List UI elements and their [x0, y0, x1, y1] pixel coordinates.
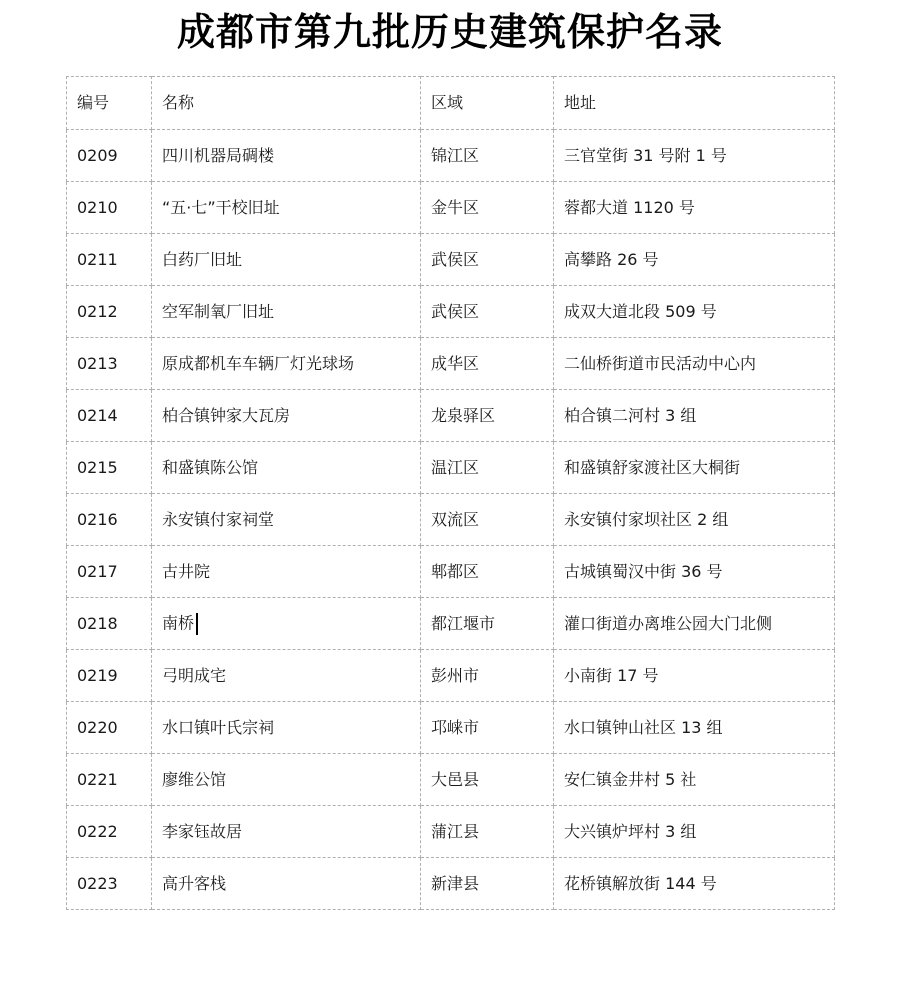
cell-name-text: 空军制氧厂旧址	[162, 301, 275, 321]
table-row	[67, 494, 835, 546]
cell-name-text: 白药厂旧址	[162, 249, 243, 269]
cell-name-text: 原成都机车车辆厂灯光球场	[162, 353, 355, 373]
cell-number[interactable]	[67, 494, 152, 546]
cell-address-text: 花桥镇解放街 144 号	[564, 873, 717, 893]
cell-district[interactable]	[421, 130, 554, 182]
cell-district[interactable]	[421, 650, 554, 702]
cell-address-text: 高攀路 26 号	[564, 249, 659, 269]
cell-number-text: 0212	[77, 301, 118, 321]
cell-number[interactable]	[67, 754, 152, 806]
cell-number[interactable]	[67, 650, 152, 702]
table-row	[67, 234, 835, 286]
cell-address[interactable]	[554, 338, 835, 390]
cell-address[interactable]	[554, 754, 835, 806]
cell-address-text: 小南街 17 号	[564, 665, 659, 685]
cell-address[interactable]	[554, 442, 835, 494]
cell-number-text: 0218	[77, 613, 118, 633]
cell-name[interactable]	[152, 390, 421, 442]
cell-address[interactable]	[554, 546, 835, 598]
cell-name-text: 水口镇叶氏宗祠	[162, 717, 275, 737]
cell-name[interactable]	[152, 598, 421, 650]
cell-address[interactable]	[554, 390, 835, 442]
cell-address[interactable]	[554, 858, 835, 910]
cell-name[interactable]	[152, 442, 421, 494]
cell-number-text: 0220	[77, 717, 118, 737]
cell-name[interactable]	[152, 806, 421, 858]
cell-address-text: 三官堂街 31 号附 1 号	[564, 145, 727, 165]
cell-district-text: 锦江区	[431, 145, 480, 165]
cell-name-text: 弓明成宅	[162, 665, 227, 685]
cell-district[interactable]	[421, 858, 554, 910]
cell-number-text: 0213	[77, 353, 118, 373]
cell-district-text: 都江堰市	[431, 613, 496, 633]
cell-number[interactable]	[67, 806, 152, 858]
cell-district-text: 蒲江县	[431, 821, 480, 841]
table-row	[67, 182, 835, 234]
cell-number-text: 0209	[77, 145, 118, 165]
table-row	[67, 286, 835, 338]
text-cursor	[196, 613, 198, 635]
cell-address-text: 古城镇蜀汉中街 36 号	[564, 561, 723, 581]
cell-district[interactable]	[421, 754, 554, 806]
cell-district-text: 温江区	[431, 457, 480, 477]
cell-number[interactable]	[67, 442, 152, 494]
cell-district-text: 郫都区	[431, 561, 480, 581]
cell-number-text: 0223	[77, 873, 118, 893]
table-row	[67, 546, 835, 598]
cell-address-text: 大兴镇炉坪村 3 组	[564, 821, 697, 841]
cell-district-text: 彭州市	[431, 665, 480, 685]
column-header-name: 名称	[152, 77, 421, 130]
cell-number[interactable]	[67, 338, 152, 390]
cell-name[interactable]	[152, 754, 421, 806]
cell-district-text: 金牛区	[431, 197, 480, 217]
cell-name[interactable]	[152, 130, 421, 182]
cell-district-text: 新津县	[431, 873, 480, 893]
cell-name-text: 南桥	[162, 613, 195, 632]
cell-district[interactable]	[421, 598, 554, 650]
cell-district-text: 龙泉驿区	[431, 405, 496, 425]
cell-number[interactable]	[67, 130, 152, 182]
cell-district-text: 成华区	[431, 353, 480, 373]
cell-address-text: 永安镇付家坝社区 2 组	[564, 509, 729, 529]
cell-district-text: 双流区	[431, 509, 480, 529]
cell-name[interactable]	[152, 702, 421, 754]
cell-address-text: 成双大道北段 509 号	[564, 301, 717, 321]
table-row	[67, 702, 835, 754]
cell-name-text: 廖维公馆	[162, 769, 227, 789]
cell-number[interactable]	[67, 702, 152, 754]
cell-number[interactable]	[67, 390, 152, 442]
cell-district[interactable]	[421, 702, 554, 754]
cell-address-text: 水口镇钟山社区 13 组	[564, 717, 723, 737]
cell-address[interactable]	[554, 182, 835, 234]
cell-address[interactable]	[554, 598, 835, 650]
column-header-address: 地址	[554, 77, 835, 130]
cell-district[interactable]	[421, 390, 554, 442]
cell-address-text: 蓉都大道 1120 号	[564, 197, 695, 217]
table-row	[67, 442, 835, 494]
cell-name-text: 永安镇付家祠堂	[162, 509, 275, 529]
table-row	[67, 130, 835, 182]
cell-name[interactable]	[152, 286, 421, 338]
cell-number[interactable]	[67, 546, 152, 598]
cell-district[interactable]	[421, 234, 554, 286]
cell-address-text: 灌口街道办离堆公园大门北侧	[564, 613, 773, 633]
table-row	[67, 806, 835, 858]
cell-number-text: 0211	[77, 249, 118, 269]
cell-name[interactable]	[152, 338, 421, 390]
cell-address[interactable]	[554, 650, 835, 702]
cell-number-text: 0210	[77, 197, 118, 217]
cell-number[interactable]	[67, 598, 152, 650]
table-header-row	[67, 77, 835, 130]
cell-number-text: 0215	[77, 457, 118, 477]
cell-name-text: 柏合镇钟家大瓦房	[162, 405, 291, 425]
cell-name[interactable]	[152, 858, 421, 910]
cell-district[interactable]	[421, 494, 554, 546]
cell-name-text: 李家钰故居	[162, 821, 243, 841]
table-row	[67, 338, 835, 390]
column-header-district: 区域	[421, 77, 554, 130]
cell-district[interactable]	[421, 546, 554, 598]
cell-name-text: “五·七”干校旧址	[162, 197, 280, 217]
cell-number[interactable]	[67, 182, 152, 234]
cell-district[interactable]	[421, 806, 554, 858]
cell-number[interactable]	[67, 234, 152, 286]
cell-district-text: 武侯区	[431, 301, 480, 321]
cell-name[interactable]	[152, 650, 421, 702]
cell-address[interactable]	[554, 130, 835, 182]
cell-address[interactable]	[554, 702, 835, 754]
cell-district-text: 邛崃市	[431, 717, 480, 737]
cell-number-text: 0217	[77, 561, 118, 581]
cell-district[interactable]	[421, 442, 554, 494]
cell-name-text: 高升客栈	[162, 873, 227, 893]
cell-number[interactable]	[67, 858, 152, 910]
cell-address-text: 安仁镇金井村 5 社	[564, 769, 697, 789]
page-title: 成都市第九批历史建筑保护名录	[176, 9, 723, 54]
cell-name-text: 四川机器局碉楼	[162, 145, 275, 165]
cell-number[interactable]	[67, 286, 152, 338]
cell-number-text: 0222	[77, 821, 118, 841]
column-header-number: 编号	[67, 77, 152, 130]
cell-number-text: 0214	[77, 405, 118, 425]
cell-address[interactable]	[554, 494, 835, 546]
cell-number-text: 0221	[77, 769, 118, 789]
cell-district-text: 武侯区	[431, 249, 480, 269]
cell-district[interactable]	[421, 338, 554, 390]
cell-address[interactable]	[554, 286, 835, 338]
heritage-building-table	[66, 76, 835, 910]
cell-name[interactable]	[152, 546, 421, 598]
cell-address-text: 二仙桥街道市民活动中心内	[564, 353, 757, 373]
cell-address[interactable]	[554, 234, 835, 286]
cell-address[interactable]	[554, 806, 835, 858]
table-row	[67, 858, 835, 910]
table-row	[67, 754, 835, 806]
cell-name[interactable]	[152, 182, 421, 234]
cell-address-text: 和盛镇舒家渡社区大桐街	[564, 457, 741, 477]
cell-district[interactable]	[421, 182, 554, 234]
cell-district-text: 大邑县	[431, 769, 480, 789]
table-row	[67, 650, 835, 702]
cell-number-text: 0219	[77, 665, 118, 685]
cell-name-text: 和盛镇陈公馆	[162, 457, 259, 477]
cell-name[interactable]	[152, 234, 421, 286]
cell-address-text: 柏合镇二河村 3 组	[564, 405, 697, 425]
cell-district[interactable]	[421, 286, 554, 338]
table-row	[67, 390, 835, 442]
cell-name[interactable]	[152, 494, 421, 546]
cell-number-text: 0216	[77, 509, 118, 529]
cell-name-text: 古井院	[162, 561, 211, 581]
table-row	[67, 598, 835, 650]
